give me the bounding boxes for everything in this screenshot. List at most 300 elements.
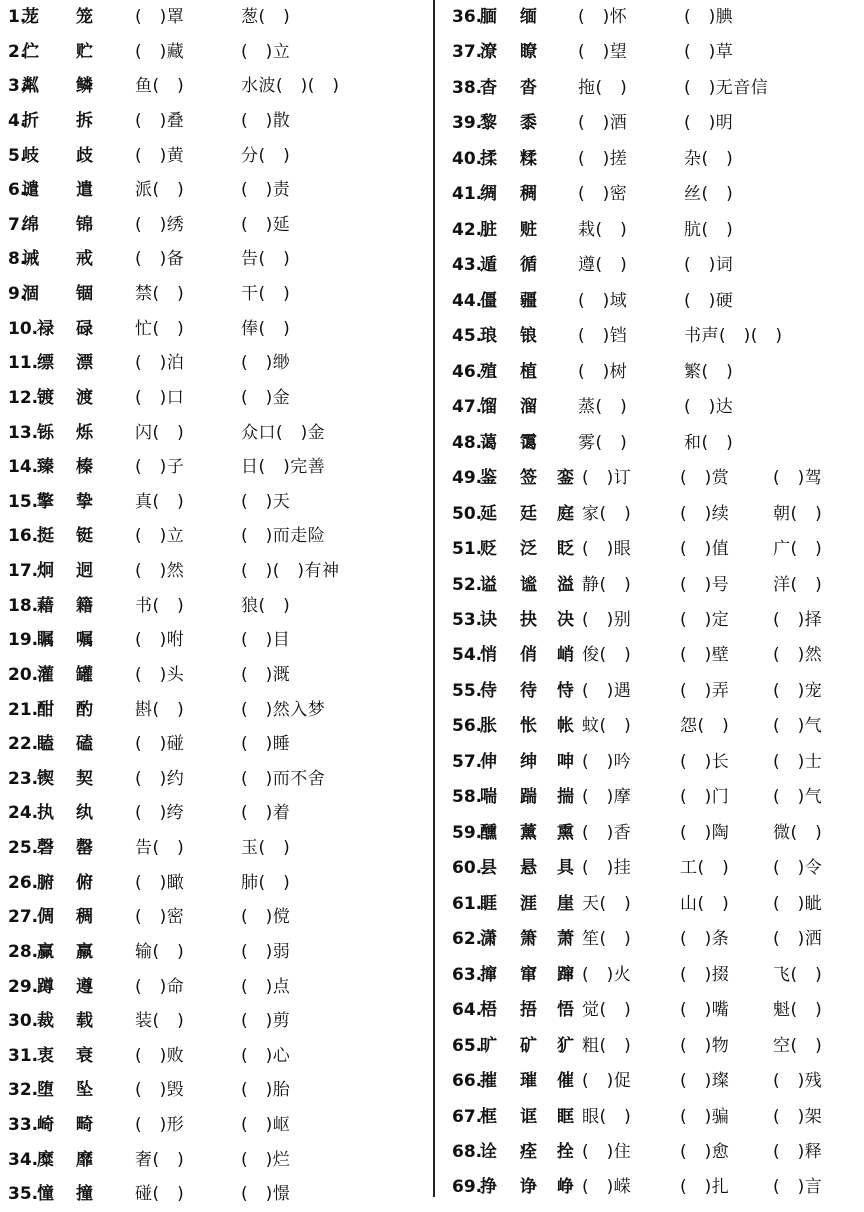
fill-in-blank-phrase[interactable]: ( )叠 — [135, 110, 185, 131]
exercise-row — [0, 312, 430, 347]
similar-character: 酌 — [76, 699, 93, 720]
fill-in-blank-phrase[interactable]: ( )壁 — [680, 645, 730, 666]
fill-in-blank-phrase[interactable]: 魁( ) — [773, 1000, 823, 1021]
exercise-row — [438, 922, 864, 957]
fill-in-blank-phrase[interactable]: ( )定 — [680, 609, 730, 630]
fill-in-blank-phrase[interactable]: ( )续 — [680, 503, 730, 524]
fill-in-blank-phrase[interactable]: 禁( ) — [135, 284, 185, 304]
similar-character: 旷 — [480, 1035, 497, 1056]
item-number: 27. — [8, 907, 39, 928]
item-number: 14. — [8, 457, 39, 478]
similar-character: 决 — [557, 609, 574, 630]
item-number: 12. — [8, 387, 39, 408]
fill-in-blank-phrase[interactable]: 真( ) — [135, 491, 185, 512]
fill-in-blank-phrase[interactable]: ( )立 — [241, 41, 291, 62]
similar-character: 磕 — [76, 734, 93, 755]
similar-character: 挺 — [37, 526, 54, 547]
fill-in-blank-phrase[interactable]: 输( ) — [135, 941, 185, 962]
fill-in-blank-phrase[interactable]: ( )藏 — [135, 41, 185, 62]
fill-in-blank-phrase[interactable]: ( )士 — [773, 751, 823, 772]
fill-in-blank-phrase[interactable]: ( )然 — [773, 645, 823, 666]
item-number: 37. — [452, 42, 483, 63]
fill-in-blank-phrase[interactable]: ( )掇 — [680, 964, 730, 985]
similar-character: 挚 — [76, 491, 93, 512]
fill-in-blank-phrase[interactable]: ( )促 — [582, 1071, 632, 1092]
fill-in-blank-phrase[interactable]: 俸( ) — [241, 318, 291, 339]
fill-in-blank-phrase[interactable]: ( )天 — [241, 491, 291, 512]
fill-in-blank-phrase[interactable]: ( )扎 — [680, 1177, 730, 1198]
fill-in-blank-phrase[interactable]: 分( ) — [241, 145, 291, 166]
fill-in-blank-phrase[interactable]: ( )骗 — [680, 1106, 730, 1127]
item-number: 13. — [8, 422, 39, 443]
fill-in-blank-phrase[interactable]: 鱼( ) — [135, 76, 185, 97]
item-number: 65. — [452, 1035, 483, 1056]
item-number: 41. — [452, 184, 483, 205]
right-column — [438, 0, 864, 1206]
exercise-row — [438, 603, 864, 638]
item-number: 57. — [452, 751, 483, 772]
fill-in-blank-phrase[interactable]: 繁( ) — [684, 361, 734, 382]
fill-in-blank-phrase[interactable]: ( )怀 — [578, 7, 628, 27]
similar-character: 黍 — [520, 113, 537, 134]
fill-in-blank-phrase[interactable]: 肺( ) — [241, 872, 291, 893]
fill-in-blank-phrase[interactable]: ( )择 — [773, 609, 823, 630]
fill-in-blank-phrase[interactable]: 天( ) — [582, 893, 632, 914]
fill-in-blank-phrase[interactable]: 干( ) — [241, 284, 291, 304]
fill-in-blank-phrase[interactable]: ( )摩 — [582, 787, 632, 808]
exercise-row — [438, 177, 864, 212]
similar-character: 酣 — [37, 699, 54, 720]
exercise-row — [0, 658, 430, 693]
similar-character: 帐 — [557, 716, 574, 737]
fill-in-blank-phrase[interactable]: 奢( ) — [135, 1149, 185, 1170]
fill-in-blank-phrase[interactable]: ( )着 — [241, 803, 291, 824]
fill-in-blank-phrase[interactable]: 家( ) — [582, 503, 632, 524]
similar-character: 县 — [480, 858, 497, 879]
fill-in-blank-phrase[interactable]: ( )责 — [241, 180, 291, 201]
similar-character: 纨 — [76, 803, 93, 824]
fill-in-blank-phrase[interactable]: 告( ) — [135, 838, 185, 858]
fill-in-blank-phrase[interactable]: ( )无音信 — [684, 77, 769, 98]
similar-character: 憧 — [37, 1184, 54, 1205]
fill-in-blank-phrase[interactable]: 拖( ) — [578, 77, 628, 98]
similar-character: 罄 — [76, 838, 93, 858]
item-number: 20. — [8, 664, 39, 685]
fill-in-blank-phrase[interactable]: ( )嘴 — [680, 1000, 730, 1021]
fill-in-blank-phrase[interactable]: ( )备 — [135, 249, 185, 270]
fill-in-blank-phrase[interactable]: ( )住 — [582, 1142, 632, 1162]
fill-in-blank-phrase[interactable]: ( )毁 — [135, 1080, 185, 1101]
similar-character: 循 — [520, 255, 537, 276]
similar-character: 锦 — [76, 214, 93, 235]
fill-in-blank-phrase[interactable]: ( )然 — [135, 561, 185, 581]
fill-in-blank-phrase[interactable]: 闪( ) — [135, 422, 185, 443]
item-number: 8. — [8, 249, 27, 270]
fill-in-blank-phrase[interactable]: ( )长 — [680, 751, 730, 772]
similar-character: 籍 — [76, 595, 93, 616]
fill-in-blank-phrase[interactable]: 杂( ) — [684, 148, 734, 169]
fill-in-blank-phrase[interactable]: 觉( ) — [582, 1000, 632, 1021]
fill-in-blank-phrase[interactable]: 静( ) — [582, 574, 632, 595]
fill-in-blank-phrase[interactable]: ( )目 — [241, 630, 291, 651]
fill-in-blank-phrase[interactable]: 微( ) — [773, 822, 823, 843]
fill-in-blank-phrase[interactable]: ( )值 — [680, 539, 730, 560]
item-number: 40. — [452, 148, 483, 169]
similar-character: 怅 — [520, 716, 537, 737]
fill-in-blank-phrase[interactable]: ( )金 — [241, 387, 291, 408]
item-number: 38. — [452, 77, 483, 98]
similar-character: 腑 — [37, 872, 54, 893]
fill-in-blank-phrase[interactable]: ( )搓 — [578, 148, 628, 169]
exercise-row — [0, 104, 430, 139]
item-number: 16. — [8, 526, 39, 547]
fill-in-blank-phrase[interactable]: ( )然入梦 — [241, 699, 326, 720]
fill-in-blank-phrase[interactable]: ( )挂 — [582, 858, 632, 879]
fill-in-blank-phrase[interactable]: 工( ) — [680, 858, 730, 879]
item-number: 51. — [452, 539, 483, 560]
similar-character: 堕 — [37, 1080, 54, 1101]
similar-character: 植 — [520, 361, 537, 382]
similar-character: 抉 — [520, 609, 537, 630]
similar-character: 锢 — [76, 284, 93, 304]
fill-in-blank-phrase[interactable]: ( )铛 — [578, 326, 628, 347]
exercise-row — [0, 1004, 430, 1039]
fill-in-blank-phrase[interactable]: ( )而走险 — [241, 526, 326, 547]
fill-in-blank-phrase[interactable]: ( )绣 — [135, 214, 185, 235]
fill-in-blank-phrase[interactable]: ( )草 — [684, 42, 734, 63]
fill-in-blank-phrase[interactable]: 广( ) — [773, 539, 823, 560]
item-number: 56. — [452, 716, 483, 737]
fill-in-blank-phrase[interactable]: ( )缈 — [241, 353, 291, 374]
similar-character: 庭 — [557, 503, 574, 524]
similar-character: 赢 — [37, 941, 54, 962]
fill-in-blank-phrase[interactable]: ( )残 — [773, 1071, 823, 1092]
exercise-row — [438, 248, 864, 283]
fill-in-blank-phrase[interactable]: ( )绔 — [135, 803, 185, 824]
similar-character: 糅 — [520, 148, 537, 169]
fill-in-blank-phrase[interactable]: ( )形 — [135, 1115, 185, 1135]
fill-in-blank-phrase[interactable]: 葱( ) — [241, 7, 291, 27]
similar-character: 崖 — [557, 893, 574, 914]
fill-in-blank-phrase[interactable]: ( )睡 — [241, 734, 291, 755]
similar-character: 涸 — [22, 284, 39, 304]
fill-in-blank-phrase[interactable]: 和( ) — [684, 432, 734, 453]
fill-in-blank-phrase[interactable]: 水波( )( ) — [241, 76, 340, 97]
fill-in-blank-phrase[interactable]: 俊( ) — [582, 645, 632, 666]
similar-character: 遵 — [76, 976, 93, 997]
fill-in-blank-phrase[interactable]: ( )( )有神 — [241, 561, 340, 581]
fill-in-blank-phrase[interactable]: ( )眼 — [582, 539, 632, 560]
similar-character: 诠 — [480, 1142, 497, 1162]
similar-character: 糜 — [37, 1149, 54, 1170]
fill-in-blank-phrase[interactable]: ( )而不舍 — [241, 768, 326, 789]
item-number: 15. — [8, 491, 39, 512]
fill-in-blank-phrase[interactable]: ( )酒 — [578, 113, 628, 134]
item-number: 29. — [8, 976, 39, 997]
exercise-row — [438, 958, 864, 993]
similar-character: 锒 — [520, 326, 537, 347]
similar-character: 崎 — [37, 1115, 54, 1135]
similar-character: 延 — [480, 503, 497, 524]
similar-character: 遣 — [76, 180, 93, 201]
item-number: 50. — [452, 503, 483, 524]
similar-character: 框 — [480, 1106, 497, 1127]
similar-character: 眨 — [557, 539, 574, 560]
fill-in-blank-phrase[interactable]: ( )弱 — [241, 941, 291, 962]
similar-character: 镀 — [37, 387, 54, 408]
similar-character: 涯 — [520, 893, 537, 914]
fill-in-blank-phrase[interactable]: ( )咐 — [135, 630, 185, 651]
fill-in-blank-phrase[interactable]: 派( ) — [135, 180, 185, 201]
fill-in-blank-phrase[interactable]: ( )散 — [241, 110, 291, 131]
exercise-row — [438, 213, 864, 248]
similar-character: 磬 — [37, 838, 54, 858]
similar-character: 摧 — [480, 1071, 497, 1092]
similar-character: 绵 — [22, 214, 39, 235]
similar-character: 撺 — [480, 964, 497, 985]
item-number: 34. — [8, 1149, 39, 1170]
similar-character: 悟 — [557, 1000, 574, 1021]
fill-in-blank-phrase[interactable]: 告( ) — [241, 249, 291, 270]
fill-in-blank-phrase[interactable]: ( )腆 — [684, 7, 734, 27]
fill-in-blank-phrase[interactable]: ( )嵘 — [582, 1177, 632, 1198]
fill-in-blank-phrase[interactable]: ( )黄 — [135, 145, 185, 166]
item-number: 11. — [8, 353, 39, 374]
fill-in-blank-phrase[interactable]: ( )订 — [582, 468, 632, 489]
similar-character: 殖 — [480, 361, 497, 382]
fill-in-blank-phrase[interactable]: ( )愈 — [680, 1142, 730, 1162]
similar-character: 撞 — [76, 1184, 93, 1205]
similar-character: 蔼 — [480, 432, 497, 453]
fill-in-blank-phrase[interactable]: 蒸( ) — [578, 397, 628, 418]
fill-in-blank-phrase[interactable]: 栽( ) — [578, 219, 628, 240]
fill-in-blank-phrase[interactable]: ( )眦 — [773, 893, 823, 914]
fill-in-blank-phrase[interactable]: ( )明 — [684, 113, 734, 134]
similar-character: 沓 — [520, 77, 537, 98]
fill-in-blank-phrase[interactable]: ( )泊 — [135, 353, 185, 374]
fill-in-blank-phrase[interactable]: ( )败 — [135, 1045, 185, 1066]
fill-in-blank-phrase[interactable]: ( )憬 — [241, 1184, 291, 1205]
fill-in-blank-phrase[interactable]: 装( ) — [135, 1011, 185, 1032]
column-divider — [433, 0, 435, 1197]
exercise-row — [0, 346, 430, 381]
fill-in-blank-phrase[interactable]: ( )香 — [582, 822, 632, 843]
similar-character: 缥 — [37, 353, 54, 374]
similar-character: 载 — [76, 1011, 93, 1032]
fill-in-blank-phrase[interactable]: ( )望 — [578, 42, 628, 63]
similar-character: 诓 — [520, 1106, 537, 1127]
exercise-row — [438, 816, 864, 851]
fill-in-blank-phrase[interactable]: ( )词 — [684, 255, 734, 276]
fill-in-blank-phrase[interactable]: ( )驾 — [773, 468, 823, 489]
fill-in-blank-phrase[interactable]: ( )弄 — [680, 680, 730, 701]
similar-character: 拴 — [557, 1142, 574, 1162]
fill-in-blank-phrase[interactable]: 遵( ) — [578, 255, 628, 276]
exercise-row — [438, 745, 864, 780]
fill-in-blank-phrase[interactable]: ( )陶 — [680, 822, 730, 843]
item-number: 17. — [8, 561, 39, 581]
fill-in-blank-phrase[interactable]: ( )璨 — [680, 1071, 730, 1092]
exercise-row — [438, 993, 864, 1028]
fill-in-blank-phrase[interactable]: ( )令 — [773, 858, 823, 879]
fill-in-blank-phrase[interactable]: 蚊( ) — [582, 716, 632, 737]
fill-in-blank-phrase[interactable]: ( )气 — [773, 787, 823, 808]
fill-in-blank-phrase[interactable]: 空( ) — [773, 1035, 823, 1056]
item-number: 53. — [452, 609, 483, 630]
similar-character: 鉴 — [480, 468, 497, 489]
similar-character: 绸 — [480, 184, 497, 205]
fill-in-blank-phrase[interactable]: ( )树 — [578, 361, 628, 382]
fill-in-blank-phrase[interactable]: ( )命 — [135, 976, 185, 997]
item-number: 23. — [8, 768, 39, 789]
fill-in-blank-phrase[interactable]: ( )心 — [241, 1045, 291, 1066]
similar-character: 执 — [37, 803, 54, 824]
fill-in-blank-phrase[interactable]: ( )硬 — [684, 290, 734, 311]
fill-in-blank-phrase[interactable]: 丝( ) — [684, 184, 734, 205]
item-number: 4. — [8, 110, 27, 131]
fill-in-blank-phrase[interactable]: ( )号 — [680, 574, 730, 595]
fill-in-blank-phrase[interactable]: ( )头 — [135, 664, 185, 685]
similar-character: 矿 — [520, 1035, 537, 1056]
similar-character: 诀 — [480, 609, 497, 630]
fill-in-blank-phrase[interactable]: ( )言 — [773, 1177, 823, 1198]
similar-character: 待 — [520, 680, 537, 701]
fill-in-blank-phrase[interactable]: ( )碰 — [135, 734, 185, 755]
similar-character: 萧 — [557, 929, 574, 950]
fill-in-blank-phrase[interactable]: 忙( ) — [135, 318, 185, 339]
similar-character: 瞭 — [520, 42, 537, 63]
similar-character: 捂 — [520, 1000, 537, 1021]
fill-in-blank-phrase[interactable]: 众口( )金 — [241, 422, 326, 443]
fill-in-blank-phrase[interactable]: ( )延 — [241, 214, 291, 235]
exercise-row — [0, 242, 430, 277]
exercise-row — [438, 780, 864, 815]
exercise-row — [0, 1177, 430, 1212]
item-number: 24. — [8, 803, 39, 824]
item-number: 32. — [8, 1080, 39, 1101]
fill-in-blank-phrase[interactable]: ( )傥 — [241, 907, 291, 928]
fill-in-blank-phrase[interactable]: ( )胎 — [241, 1080, 291, 1101]
similar-character: 胀 — [480, 716, 497, 737]
fill-in-blank-phrase[interactable]: ( )罩 — [135, 7, 185, 27]
similar-character: 烁 — [76, 422, 93, 443]
fill-in-blank-phrase[interactable]: 日( )完善 — [241, 457, 326, 478]
similar-character: 脏 — [480, 219, 497, 240]
similar-character: 薰 — [520, 822, 537, 843]
fill-in-blank-phrase[interactable]: ( )赏 — [680, 468, 730, 489]
fill-in-blank-phrase[interactable]: ( )遇 — [582, 680, 632, 701]
fill-in-blank-phrase[interactable]: ( )密 — [578, 184, 628, 205]
item-number: 5. — [8, 145, 27, 166]
exercise-row — [0, 450, 430, 485]
exercise-row — [438, 0, 864, 35]
fill-in-blank-phrase[interactable]: ( )剪 — [241, 1011, 291, 1032]
similar-character: 遁 — [480, 255, 497, 276]
similar-character: 稠 — [520, 184, 537, 205]
exercise-row — [438, 355, 864, 390]
fill-in-blank-phrase[interactable]: 笙( ) — [582, 929, 632, 950]
fill-in-blank-phrase[interactable]: 碰( ) — [135, 1184, 185, 1205]
fill-in-blank-phrase[interactable]: 粗( ) — [582, 1035, 632, 1056]
item-number: 35. — [8, 1184, 39, 1205]
fill-in-blank-phrase[interactable]: ( )吟 — [582, 751, 632, 772]
similar-character: 悄 — [480, 645, 497, 666]
similar-character: 潇 — [480, 929, 497, 950]
fill-in-blank-phrase[interactable]: ( )点 — [241, 976, 291, 997]
exercise-row — [0, 762, 430, 797]
similar-character: 畸 — [76, 1115, 93, 1135]
fill-in-blank-phrase[interactable]: ( )释 — [773, 1142, 823, 1162]
fill-in-blank-phrase[interactable]: 山( ) — [680, 893, 730, 914]
similar-character: 疆 — [520, 290, 537, 311]
similar-character: 瞩 — [37, 630, 54, 651]
similar-character: 痊 — [520, 1142, 537, 1162]
similar-character: 僵 — [480, 290, 497, 311]
fill-in-blank-phrase[interactable]: 玉( ) — [241, 838, 291, 858]
fill-in-blank-phrase[interactable]: ( )域 — [578, 290, 628, 311]
fill-in-blank-phrase[interactable]: ( )瞰 — [135, 872, 185, 893]
fill-in-blank-phrase[interactable]: ( )气 — [773, 716, 823, 737]
fill-in-blank-phrase[interactable]: ( )口 — [135, 387, 185, 408]
fill-in-blank-phrase[interactable]: ( )达 — [684, 397, 734, 418]
similar-character: 缅 — [520, 7, 537, 27]
similar-character: 催 — [557, 1071, 574, 1092]
fill-in-blank-phrase[interactable]: 朝( ) — [773, 503, 823, 524]
similar-character: 廷 — [520, 503, 537, 524]
fill-in-blank-phrase[interactable]: ( )条 — [680, 929, 730, 950]
fill-in-blank-phrase[interactable]: 雾( ) — [578, 432, 628, 453]
exercise-row — [0, 866, 430, 901]
fill-in-blank-phrase[interactable]: 怨( ) — [680, 716, 730, 737]
fill-in-blank-phrase[interactable]: 洋( ) — [773, 574, 823, 595]
fill-in-blank-phrase[interactable]: 肮( ) — [684, 219, 734, 240]
item-number: 45. — [452, 326, 483, 347]
similar-character: 坠 — [76, 1080, 93, 1101]
fill-in-blank-phrase[interactable]: ( )物 — [680, 1035, 730, 1056]
fill-in-blank-phrase[interactable]: ( )火 — [582, 964, 632, 985]
fill-in-blank-phrase[interactable]: ( )门 — [680, 787, 730, 808]
fill-in-blank-phrase[interactable]: ( )密 — [135, 907, 185, 928]
fill-in-blank-phrase[interactable]: ( )架 — [773, 1106, 823, 1127]
fill-in-blank-phrase[interactable]: 眼( ) — [582, 1106, 632, 1127]
exercise-row — [0, 970, 430, 1005]
similar-character: 揣 — [557, 787, 574, 808]
fill-in-blank-phrase[interactable]: ( )烂 — [241, 1149, 291, 1170]
fill-in-blank-phrase[interactable]: ( )立 — [135, 526, 185, 547]
similar-character: 嘱 — [76, 630, 93, 651]
fill-in-blank-phrase[interactable]: ( )约 — [135, 768, 185, 789]
fill-in-blank-phrase[interactable]: 斟( ) — [135, 699, 185, 720]
similar-character: 裁 — [37, 1011, 54, 1032]
fill-in-blank-phrase[interactable]: ( )子 — [135, 457, 185, 478]
exercise-row — [0, 381, 430, 416]
fill-in-blank-phrase[interactable]: 飞( ) — [773, 964, 823, 985]
fill-in-blank-phrase[interactable]: ( )宠 — [773, 680, 823, 701]
similar-character: 稠 — [76, 907, 93, 928]
fill-in-blank-phrase[interactable]: 狼( ) — [241, 595, 291, 616]
similar-character: 赃 — [520, 219, 537, 240]
fill-in-blank-phrase[interactable]: 书声( )( ) — [684, 326, 783, 347]
fill-in-blank-phrase[interactable]: 书( ) — [135, 595, 185, 616]
fill-in-blank-phrase[interactable]: ( )洒 — [773, 929, 823, 950]
similar-character: 犷 — [557, 1035, 574, 1056]
similar-character: 鳞 — [76, 76, 93, 97]
exercise-row — [438, 887, 864, 922]
fill-in-blank-phrase[interactable]: ( )岖 — [241, 1115, 291, 1135]
similar-character: 岐 — [22, 145, 39, 166]
fill-in-blank-phrase[interactable]: ( )别 — [582, 609, 632, 630]
fill-in-blank-phrase[interactable]: ( )溉 — [241, 664, 291, 685]
